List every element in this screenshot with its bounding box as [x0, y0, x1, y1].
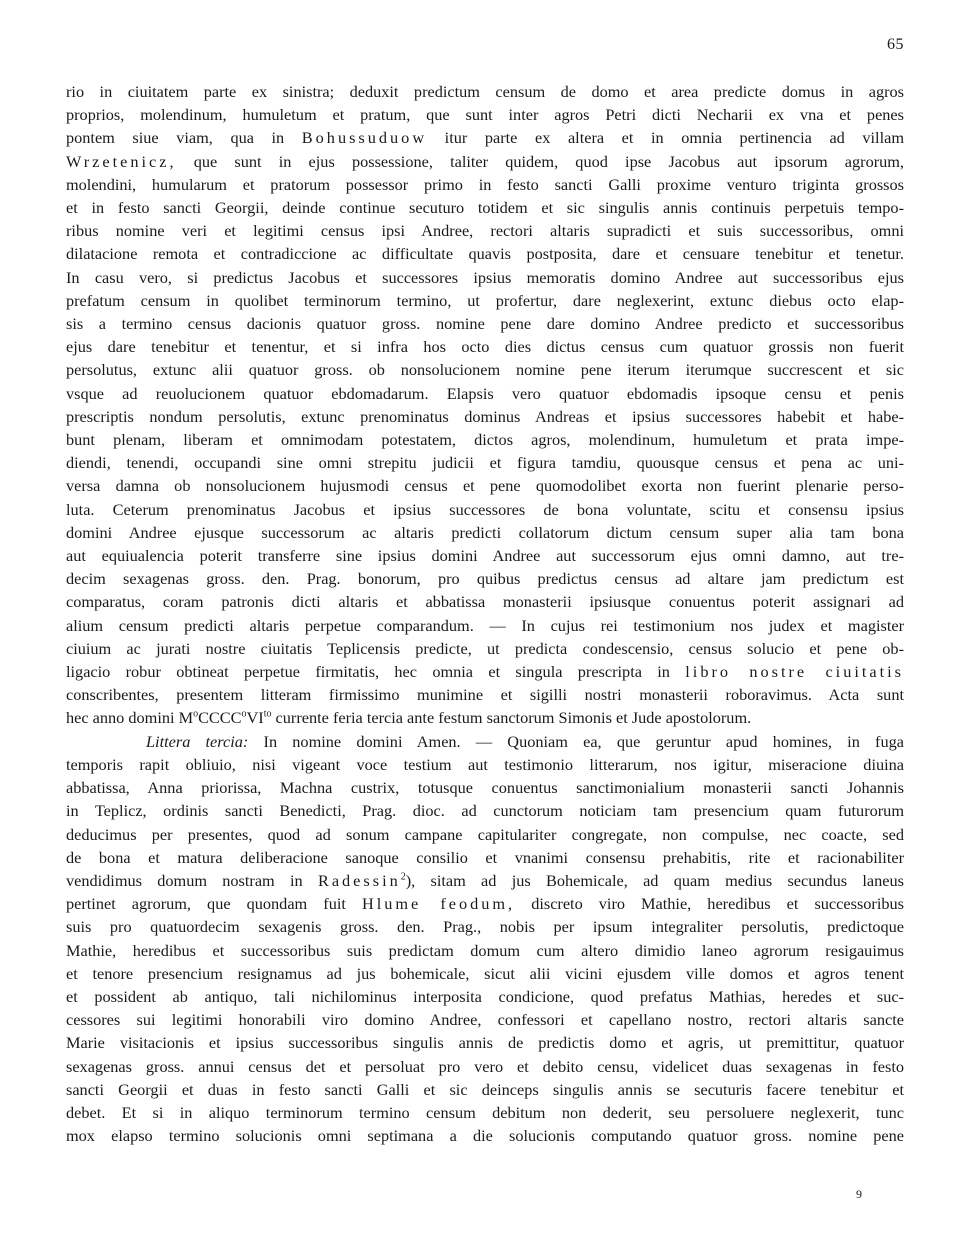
text-line: decim sexagenas gross. den. Prag. bonorum, pro quibus predictus census ad altare jam predictum est: [66, 569, 904, 589]
text-line: [66, 150, 904, 173]
superscript: o: [241, 709, 247, 721]
text-line: prescriptis nondum persolutis, extunc prenominatus dominus Andreas et ipsius successores habebit et habe-: [66, 406, 904, 426]
text-segment: vendidimus domum nostram in: [66, 870, 303, 890]
text-line: in Teplicz, ordinis sancti Benedicti, Prag. dioc. ad cunctorum noticiam tam presencium quam futurorum: [66, 801, 904, 821]
text-segment: currente feria tercia ante festum sanctorum Simonis et Jude apostolorum.: [271, 708, 752, 728]
spaced-place-name: Wrzetenicz,: [66, 151, 177, 171]
letter-heading: Littera tercia:: [146, 731, 249, 751]
text-segment: itur parte ex altera et in omnia pertinencia ad villam: [444, 128, 904, 148]
text-line: temporis rapit obliuio, nisi vigeant voce testium aut testimonio litterarum, nos igitur, miseracione diuina: [66, 754, 904, 774]
text-segment: pertinet agrorum, que quondam fuit: [66, 894, 346, 914]
text-line: luta. Ceterum prenominatus Jacobus et ipsius successores de bona voluntate, scitu et consensu ipsius: [66, 499, 904, 519]
text-segment: pontem siue viam, qua in: [66, 128, 285, 148]
text-line: debet. Et si in aliquo terminorum termino censum debitum non dederit, seu persoluere neglexerit, tunc: [66, 1102, 904, 1122]
text-segment: In nomine domini Amen. — Quoniam ea, que geruntur apud homines, in fuga: [263, 731, 904, 751]
text-line: sancti Georgii et duas in festo sancti Galli et sic deinceps singulis annis se secuturis facere tenebitur et: [66, 1079, 904, 1099]
text-segment: VI: [246, 708, 264, 728]
text-segment: ligacio robur obtineat perpetue firmitatis, hec omnia et singula prescripta in: [66, 662, 670, 682]
text-line: et in festo sancti Georgii, deinde continue secuturo totidem et sic singulis annis continuis perpetuis tempo-: [66, 198, 904, 218]
spaced-place-name: Radessin: [317, 870, 401, 890]
text-line: cessores sui legitimi honorabili viro domino Andree, confessori et capellano nostro, rectori altaris sancte: [66, 1010, 904, 1030]
text-line: ciuium ac jurati nostre ciuitatis Teplicensis predicte, ut predicta condescensio, census solucio et pene ob-: [66, 638, 904, 658]
text-line: bunt plenam, liberam et omnimodam potestatem, dictos agros, molendinum, humuletum et prata impe-: [66, 430, 904, 450]
superscript: to: [263, 709, 272, 721]
footnote-ref: 2: [400, 871, 406, 883]
text-line: suis pro quatuordecim sexagenis gross. den. Prag., nobis per ipsum integraliter persolutis, predictoque: [66, 917, 904, 937]
text-line: domini Andree ejusque successorum ac altaris predicti collatorum dictum censum super alia tam bona: [66, 522, 904, 542]
spaced-phrase: Hlume feodum,: [361, 894, 516, 914]
text-line: ejus dare tenebitur et tenentur, et si infra hos octo dies dictus census cum quatuor grossis non fuerit: [66, 337, 904, 357]
text-line: [66, 869, 904, 892]
text-line: aut equiualencia poterit transferre sine ipsius domini Andree aut successorum ejus omni damno, aut tre-: [66, 546, 904, 566]
text-line: [66, 660, 904, 683]
text-line: sis a termino census dacionis quatuor gross. nomine pene dare domino Andree predicto et successoribus: [66, 314, 904, 334]
text-line: sexagenas gross. annui census det et persoluat pro vero et debito censu, videlicet duas sexagenas in festo: [66, 1056, 904, 1076]
text-line: et possident ab antiquo, tali nichilominus interposita condicione, quod prefatus Mathias, heredes et suc-: [66, 986, 904, 1006]
text-line: In casu vero, si predictus Jacobus et successores ipsius memoratis domino Andree aut successoribus ejus: [66, 267, 904, 287]
text-line: diendi, tenendi, occupandi sine omni strepitu judicii et figura tamdiu, quousque census et pena ac uni-: [66, 453, 904, 473]
spaced-phrase: libro nostre ciuitatis: [685, 662, 904, 682]
text-line: comparatus, coram patronis dicti altaris et abbatissa monasterii ipsiusque conuentus poterit assignari ad: [66, 592, 904, 612]
text-line-date: [66, 706, 904, 729]
text-line: [66, 892, 904, 915]
text-segment: hec anno domini M: [66, 708, 194, 728]
text-line: Mathie, heredibus et successoribus suis predictam domum cum altero dimidio laneo agrorum resigauimus: [66, 940, 904, 960]
page-number: 65: [887, 36, 904, 53]
document-body: [66, 80, 904, 1147]
text-line: mox elapso termino solucionis omni septimana a die solucionis computando quatuor gross. nomine pene: [66, 1126, 904, 1146]
text-line: persolutus, extunc alii quatuor gross. ob nonsolucionem nomine pene iterum iterumque succrescent et sic: [66, 360, 904, 380]
text-line: molendini, humularum et pratorum possessor primo in festo sancti Galli proxime venturo triginta grossos: [66, 174, 904, 194]
text-line: alium censum predicti altaris perpetue comparandum. — In cujus rei testimonium nos judex et magister: [66, 615, 904, 635]
text-line: et tenore presencium resignamus ad jus bohemicale, sicut alii vicini ejusdem ville domos et agros tenent: [66, 963, 904, 983]
text-line: rio in ciuitatem parte ex sinistra; deduxit predictum censum de domo et area predicte domus in agros: [66, 82, 904, 101]
text-line: prefatum censum in quolibet terminorum termino, ut profertur, dare neglexerint, extunc diebus octo elap-: [66, 290, 904, 310]
text-line: conscribentes, presentem litteram firmissimo munimine et sigilli nostri monasterii roboravimus. Acta sunt: [66, 685, 904, 705]
text-line: deducimus per presentes, quod ad sonum campane capitulariter congregate, non compulse, nec coacte, sed: [66, 824, 904, 844]
text-line: de bona et matura deliberacione sanoque consilio et vnanimi consensu prehabitis, rite et racionabiliter: [66, 847, 904, 867]
text-line: abbatissa, Anna priorissa, Machna custrix, totusque conuentus sanctimonialium monasterii sancti Johannis: [66, 778, 904, 798]
text-line-heading: [66, 730, 904, 753]
text-line: vsque ad reuolucionem quatuor ebdomadarum. Elapsis vero quatuor ebdomadis ipsoque censu et penis: [66, 383, 904, 403]
text-line: Marie visitacionis et ipsius successoribus singulis annis de predictis domo et agris, ut premittitur, quatuor: [66, 1033, 904, 1053]
text-line: proprios, molendinum, humuletum et pratum, que sunt inter agros Petri dicti Necharii ex vna et penes: [66, 105, 904, 125]
text-segment: discreto viro Mathie, heredibus et successoribus: [531, 894, 904, 914]
text-segment: que sunt in ejus possessione, taliter quidem, quod ipse Jacobus aut ipsorum agrorum,: [193, 151, 905, 171]
text-segment: ), sitam ad jus Bohemicale, ad quam medius secundus laneus: [405, 870, 905, 890]
text-line: ribus nomine veri et legitimi census ipsi Andree, rectori altaris supradicti et suis successoribus, omni: [66, 221, 904, 241]
text-line: dilatacione remota et contradiccione ac difficultate quavis postposita, dare et censuare tenebitur et tenetur.: [66, 244, 904, 264]
spaced-place-name: Bohussuduow: [301, 128, 428, 148]
signature-mark: 9: [856, 1187, 862, 1201]
text-line: versa damna ob nonsolucionem hujusmodi census et pene quomodolibet exorta non fuerint plenarie perso-: [66, 476, 904, 496]
text-line: [66, 126, 904, 149]
superscript: o: [193, 709, 199, 721]
text-segment: CCCC: [198, 708, 242, 728]
